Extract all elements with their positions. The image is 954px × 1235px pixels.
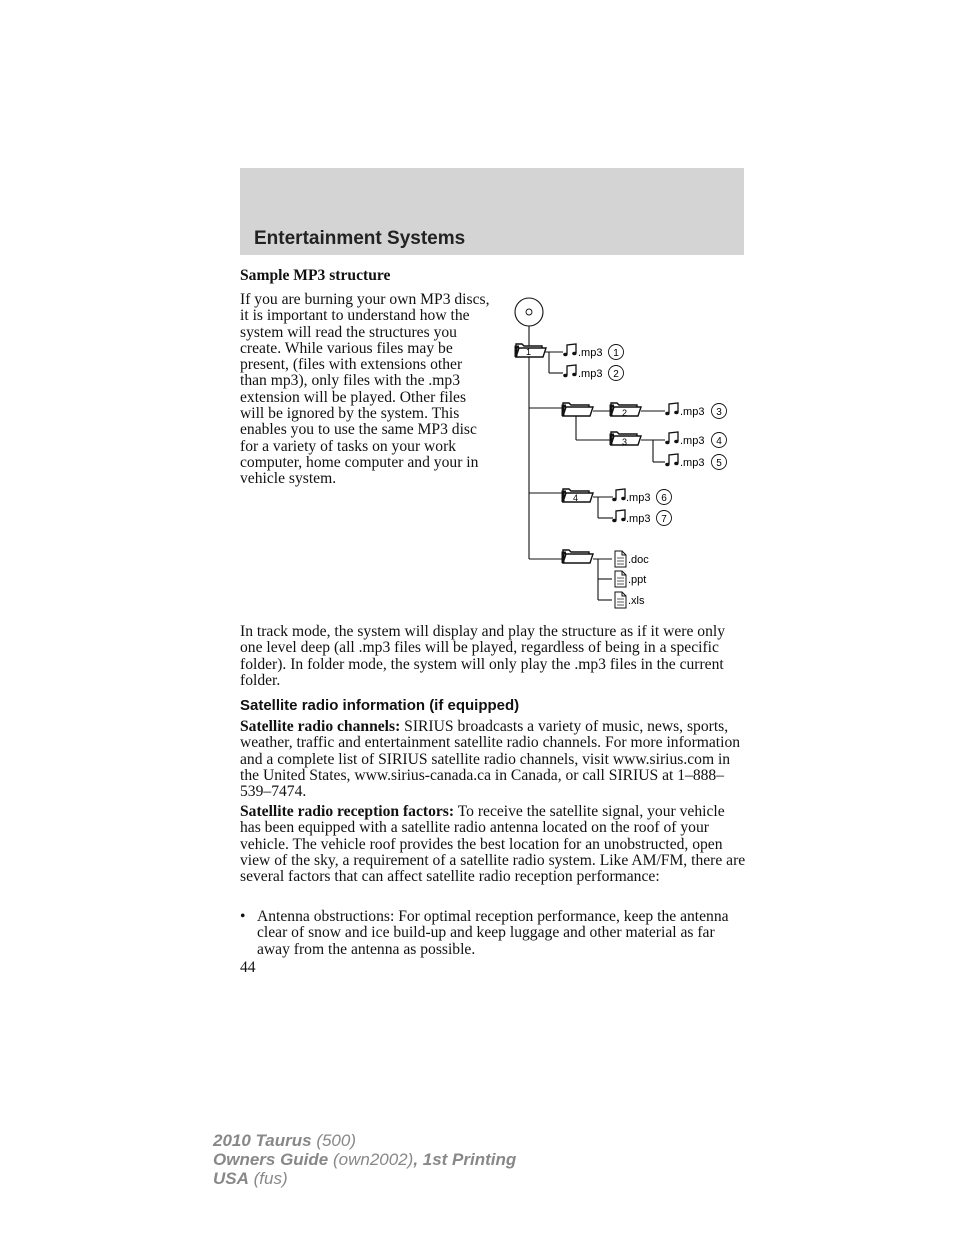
document-icon (615, 592, 626, 608)
satellite-heading: Satellite radio information (if equipped) (240, 697, 520, 714)
track-ext: .mp3 (680, 406, 705, 418)
track-number: 1 (613, 348, 619, 359)
satellite-channels-text: SIRIUS broadcasts a variety of music, news, sports, weather, traffic and entertainment satellite radio channels. For more information and a complete list of SIRIUS satellite radio channels, visit www.sirius.com in the United States, www.sirius-canada.ca in Canada, or call SIRIUS at 1–888–539–7474. (240, 718, 741, 801)
footer-model-code: (500) (311, 1131, 357, 1150)
track-mode-paragraph: In track mode, the system will display and play the structure as if it were only one level deep (all .mp3 files will be played, regardless of being in a specific folder). In folder mode, the system will only play the .mp3 files in the current folder. (240, 623, 726, 689)
folder-icon (563, 550, 593, 563)
document-icon (615, 571, 626, 587)
track-number: 6 (661, 493, 667, 504)
track-ext: .mp3 (578, 347, 603, 359)
satellite-reception-text: To receive the satellite signal, your vehicle has been equipped with a satellite radio antenna located on the roof of your vehicle. The vehicle roof provides the best location for an unobstructed, open view of the sky, a requirement of a satellite radio system. Like AM/FM, there are several factors that can affect satellite radio reception performance: (240, 803, 746, 886)
track-number: 5 (716, 458, 722, 469)
music-note-icon (612, 510, 625, 522)
file-ext: .ppt (628, 574, 647, 586)
music-note-icon (612, 489, 625, 501)
file-ext: .doc (628, 554, 649, 566)
track-number: 2 (613, 369, 619, 380)
footer-line-2 (213, 1150, 516, 1169)
folder-label: 3 (622, 437, 628, 447)
music-note-icon (665, 403, 678, 415)
document-icon (615, 551, 626, 567)
music-note-icon (563, 365, 576, 377)
track-number: 3 (716, 407, 722, 418)
track-ext: .mp3 (626, 492, 651, 504)
satellite-reception-paragraph (240, 804, 746, 885)
footer-guide: Owners Guide (213, 1150, 329, 1169)
footer-line-1 (213, 1131, 516, 1150)
footer-region-code: (fus) (248, 1169, 288, 1188)
music-note-icon (563, 344, 576, 356)
section-title: Entertainment Systems (254, 228, 466, 249)
file-ext: .xls (628, 595, 645, 607)
footer-line-3 (213, 1169, 516, 1188)
track-ext: .mp3 (626, 513, 651, 525)
footer-printing: , 1st Printing (413, 1150, 517, 1169)
music-note-icon (665, 432, 678, 444)
folder-label: 1 (526, 347, 532, 357)
folder-label: 4 (573, 493, 579, 503)
satellite-reception-label: Satellite radio reception factors: (240, 803, 455, 820)
intro-paragraph: If you are burning your own MP3 discs, it is important to understand how the system will read the structures you create. While various files may be present, (files with extensions other than mp3), only files with the .mp3 extension will be played. Other files will be ignored by the system. This enables you to use the same MP3 disc for a variety of tasks on your work computer, home computer and your in vehicle system. (240, 291, 490, 488)
track-ext: .mp3 (680, 457, 705, 469)
bullet-icon: • (240, 908, 246, 925)
track-number: 4 (716, 436, 722, 447)
track-ext: .mp3 (680, 435, 705, 447)
page-number: 44 (240, 959, 256, 976)
folder-icon (563, 403, 593, 416)
satellite-channels-paragraph (240, 719, 746, 800)
satellite-channels-label: Satellite radio channels: (240, 718, 401, 735)
mp3-structure-diagram (505, 295, 745, 613)
footer-model: 2010 Taurus (213, 1131, 312, 1150)
folder-label: 2 (622, 408, 628, 418)
header-band (240, 168, 744, 255)
track-ext: .mp3 (578, 368, 603, 380)
cd-disc-icon (515, 298, 543, 326)
music-note-icon (665, 454, 678, 466)
sample-mp3-title: Sample MP3 structure (240, 267, 391, 284)
footer (213, 1131, 516, 1188)
bullet-text: Antenna obstructions: For optimal reception performance, keep the antenna clear of snow and ice build-up and keep luggage and other material as far away from the antenna as possible. (257, 908, 729, 958)
bullet-item (240, 909, 746, 958)
track-number: 7 (661, 514, 667, 525)
footer-guide-code: (own2002) (328, 1150, 414, 1169)
footer-region: USA (213, 1169, 249, 1188)
